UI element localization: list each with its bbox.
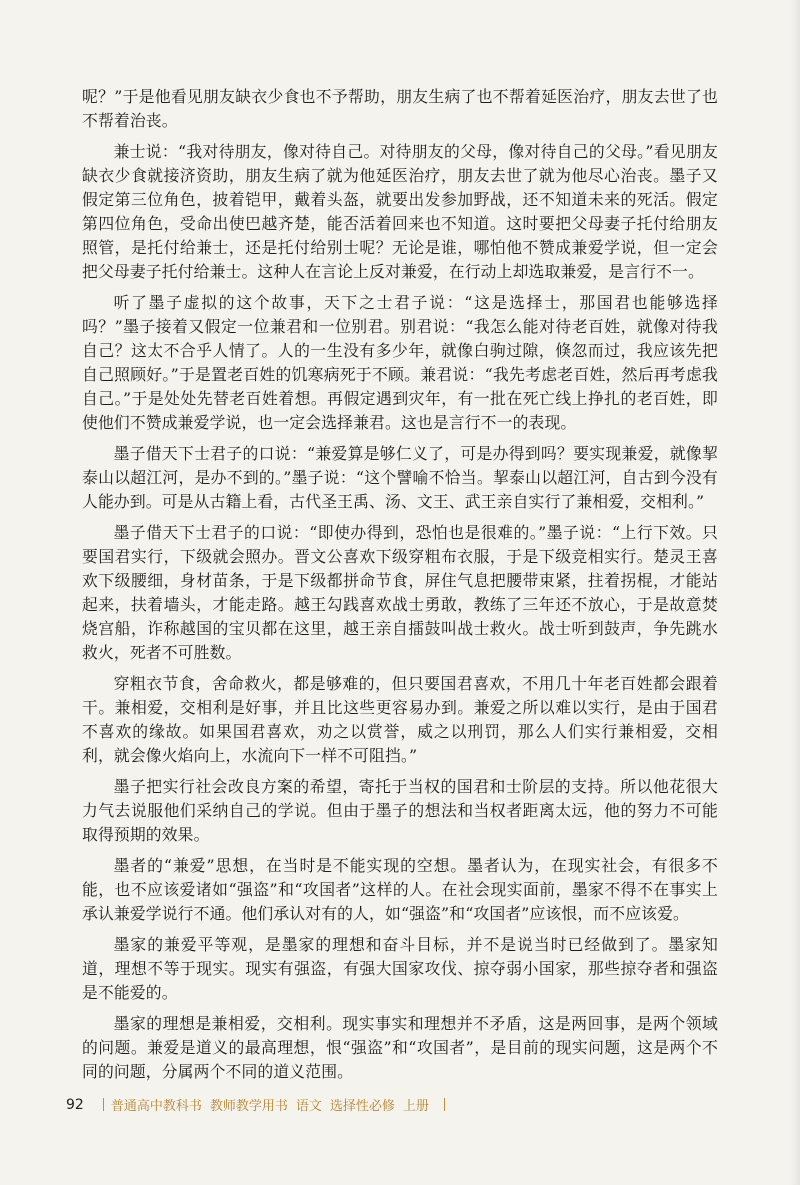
- paragraph-10: 墨家的理想是兼相爱，交相利。现实事实和理想并不矛盾，这是两回事，是两个领域的问题。兼爱是道义的最高理想，恨“强盗”和“攻国者”，是目前的现实问题，这是两个不同的问题，分属两个不同的道义范围。: [82, 1014, 718, 1081]
- document-body: [82, 85, 718, 1091]
- paragraph-3: 听了墨子虚拟的这个故事，天下之士君子说：“这是选择士，那国君也能够选择吗？”墨子接着又假定一位兼君和一位别君。别君说：“我怎么能对待老百姓，就像对待我自己？这太不合乎人情了。人的一生没有多少年，就像白驹过隙，倏忽而过，我应该先把自己照顾好。”于是置老百姓的饥寒病死于不顾。兼君说：“我先考虑老百姓，然后再考虑我自己。”于是处处先替老百姓着想。再假定遇到灾年，有一批在死亡线上挣扎的老百姓，即使他们不赞成兼爱学说，也一定会选择兼君。这也是言行不一的表现。: [82, 293, 718, 432]
- footer-book-type: 教师教学用书: [209, 1099, 288, 1114]
- footer-series: 普通高中教科书: [110, 1099, 202, 1114]
- footer-subject: 语文: [295, 1099, 322, 1114]
- paragraph-5: 墨子借天下士君子的口说：“即使办得到，恐怕也是很难的。”墨子说：“上行下效。只要国君实行，下级就会照办。晋文公喜欢下级穿粗布衣服，于是下级竞相实行。楚灵王喜欢下级腰细，身材苗条，于是下级都拼命节食，屏住气息把腰带束紧，拄着拐棍，才能站起来，扶着墙头，才能走路。越王勾践喜欢战士勇敢，教练了三年还不放心，于是故意焚烧宫船，诈称越国的宝贝都在这里，越王亲自擂鼓叫战士救火。战士听到鼓声，争先跳水救火，死者不可胜数。: [82, 523, 718, 662]
- paragraph-8: 墨者的“兼爱”思想，在当时是不能实现的空想。墨者认为，在现实社会，有很多不能，也不应该爱诸如“强盗”和“攻国者”这样的人。在社会现实面前，墨家不得不在事实上承认兼爱学说行不通。他们承认对有的人，如“强盗”和“攻国者”应该恨，而不应该爱。: [82, 856, 718, 923]
- footer-divider-end: [444, 1098, 445, 1111]
- page-number: 92: [66, 1096, 84, 1113]
- paragraph-6: 穿粗衣节食，舍命救火，都是够难的，但只要国君喜欢，不用几十年老百姓都会跟着干。兼相爱，交相利是好事，并且比这些更容易办到。兼爱之所以难以实行，是由于国君不喜欢的缘故。如果国君喜欢，劝之以赏誉，威之以刑罚，那么人们实行兼相爱，交相利，就会像火焰向上，水流向下一样不可阻挡。”: [82, 674, 718, 765]
- footer-divider: [103, 1098, 104, 1111]
- page-footer: [66, 1095, 452, 1114]
- paragraph-1: 呢？”于是他看见朋友缺衣少食也不予帮助，朋友生病了也不帮着延医治疗，朋友去世了也不帮着治丧。: [82, 87, 718, 130]
- paragraph-7: 墨子把实行社会改良方案的希望，寄托于当权的国君和士阶层的支持。所以他花很大力气去说服他们采纳自己的学说。但由于墨子的想法和当权者距离太远，他的努力不可能取得预期的效果。: [82, 777, 718, 844]
- paragraph-4: 墨子借天下士君子的口说：“兼爱算是够仁义了，可是办得到吗？要实现兼爱，就像挈泰山以超江河，是办不到的。”墨子说：“这个譬喻不恰当。挈泰山以超江河，自古到今没有人能办到。可是从古籍上看，古代圣王禹、汤、文王、武王亲自实行了兼相爱，交相利。”: [82, 444, 718, 511]
- paragraph-9: 墨家的兼爱平等观，是墨家的理想和奋斗目标，并不是说当时已经做到了。墨家知道，理想不等于现实。现实有强盗，有强大国家攻伐、掠夺弱小国家，那些掠夺者和强盗是不能爱的。: [82, 935, 718, 1002]
- footer-volume: 上册: [402, 1099, 429, 1114]
- paragraph-2: 兼士说：“我对待朋友，像对待自己。对待朋友的父母，像对待自己的父母。”看见朋友缺衣少食就接济资助，朋友生病了就为他延医治疗，朋友去世了就为他尽心治丧。墨子又假定第三位角色，披着铠甲，戴着头盔，就要出发参加野战，还不知道未来的死活。假定第四位角色，受命出使巴越齐楚，能否活着回来也不知道。这时要把父母妻子托付给朋友照管，是托付给兼士，还是托付给别士呢？无论是谁，哪怕他不赞成兼爱学说，但一定会把父母妻子托付给兼士。这种人在言论上反对兼爱，在行动上却选取兼爱，是言行不一。: [82, 142, 718, 281]
- footer-module: 选择性必修: [329, 1099, 395, 1114]
- page-edge-shadow: [790, 0, 800, 1185]
